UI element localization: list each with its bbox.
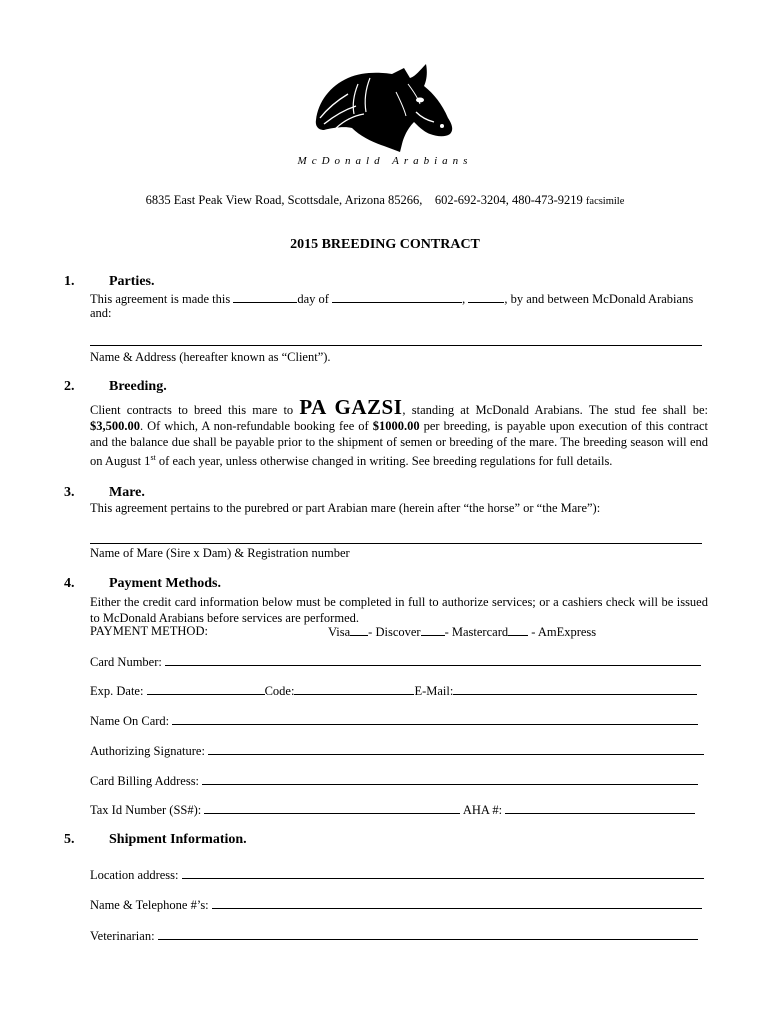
name-telephone-row: Name & Telephone #’s: — [90, 897, 702, 913]
name-on-card-row: Name On Card: — [90, 713, 698, 729]
billing-address-field[interactable] — [202, 773, 698, 785]
tax-id-field[interactable] — [204, 802, 460, 814]
section-3-number: 3. — [64, 485, 75, 500]
section-1-number: 1. — [64, 274, 75, 289]
parties-and: and: — [90, 306, 112, 320]
section-1-heading: Parties. — [109, 274, 155, 289]
name-on-card-field[interactable] — [172, 713, 698, 725]
horse-head-logo — [308, 64, 456, 154]
client-caption: Name & Address (hereafter known as “Client”). — [90, 350, 331, 364]
veterinarian-row: Veterinarian: — [90, 928, 698, 944]
exp-code-email-row: Exp. Date: Code: E-Mail: — [90, 683, 697, 699]
visa-checkbox[interactable] — [350, 624, 368, 636]
day-field[interactable] — [233, 291, 297, 303]
booking-fee: $1000.00 — [372, 419, 420, 433]
stallion-name: PA GAZSI — [299, 395, 403, 419]
stud-fee: $3,500.00 — [90, 419, 140, 433]
parties-sentence: This agreement is made this day of , , by and between McDonald Arabians — [90, 292, 694, 306]
section-2-number: 2. — [64, 379, 75, 394]
section-5-heading: Shipment Information. — [109, 832, 247, 847]
section-4-heading: Payment Methods. — [109, 576, 221, 591]
contract-title: 2015 BREEDING CONTRACT — [290, 237, 480, 252]
street-address: 6835 East Peak View Road, Scottsdale, Arizona 85266, — [145, 193, 423, 207]
email-field[interactable] — [453, 683, 697, 695]
payment-text: Either the credit card information below must be completed in full to authorize services; or a cashiers check will be issued to McDonald Arabians before services are performed. — [90, 595, 708, 625]
mare-name-field[interactable] — [90, 543, 702, 544]
authorizing-signature-field[interactable] — [208, 743, 704, 755]
payment-method-options: Visa - Discover - Mastercard - AmExpress — [328, 625, 597, 639]
discover-checkbox[interactable] — [421, 624, 445, 636]
card-number-field[interactable] — [165, 654, 701, 666]
client-name-address-field[interactable] — [90, 345, 702, 346]
address-line — [0, 193, 770, 208]
section-5-number: 5. — [64, 832, 75, 847]
mastercard-checkbox[interactable] — [508, 624, 528, 636]
location-row: Location address: — [90, 867, 704, 883]
month-field[interactable] — [332, 291, 462, 303]
fax-label: facsimile — [585, 196, 625, 207]
authorizing-signature-row: Authorizing Signature: — [90, 743, 704, 759]
code-field[interactable] — [294, 683, 414, 695]
section-4-number: 4. — [64, 576, 75, 591]
breeding-terms: Client contracts to breed this mare to PA GAZSI, standing at McDonald Arabians. The stud fee shall be: $3,500.00. Of which, A non-refundable booking fee of $1000.00 per breeding, is payable upon execution of this contract and the balance due shall be payable prior to the shipment of semen or breeding of the mare. The breeding season will end on August 1st of each year, unless otherwise changed in writing. See breeding regulations for full details. — [90, 395, 709, 469]
veterinarian-field[interactable] — [158, 928, 698, 940]
payment-method-label: PAYMENT METHOD: — [90, 624, 208, 638]
mare-text: This agreement pertains to the purebred or part Arabian mare (herein after “the horse” or “the Mare”): — [90, 501, 601, 515]
phone-numbers: 602-692-3204, 480-473-9219 — [434, 193, 583, 207]
tax-aha-row: Tax Id Number (SS#): AHA #: — [90, 802, 695, 818]
section-3-heading: Mare. — [109, 485, 145, 500]
billing-address-row: Card Billing Address: — [90, 773, 698, 789]
card-number-row: Card Number: — [90, 654, 701, 670]
year-field[interactable] — [468, 291, 504, 303]
brand-name: McDonald Arabians — [297, 155, 473, 167]
aha-number-field[interactable] — [505, 802, 695, 814]
exp-date-field[interactable] — [147, 683, 265, 695]
location-address-field[interactable] — [182, 867, 704, 879]
mare-caption: Name of Mare (Sire x Dam) & Registration number — [90, 546, 350, 560]
section-2-heading: Breeding. — [109, 379, 167, 394]
name-telephone-field[interactable] — [212, 897, 702, 909]
